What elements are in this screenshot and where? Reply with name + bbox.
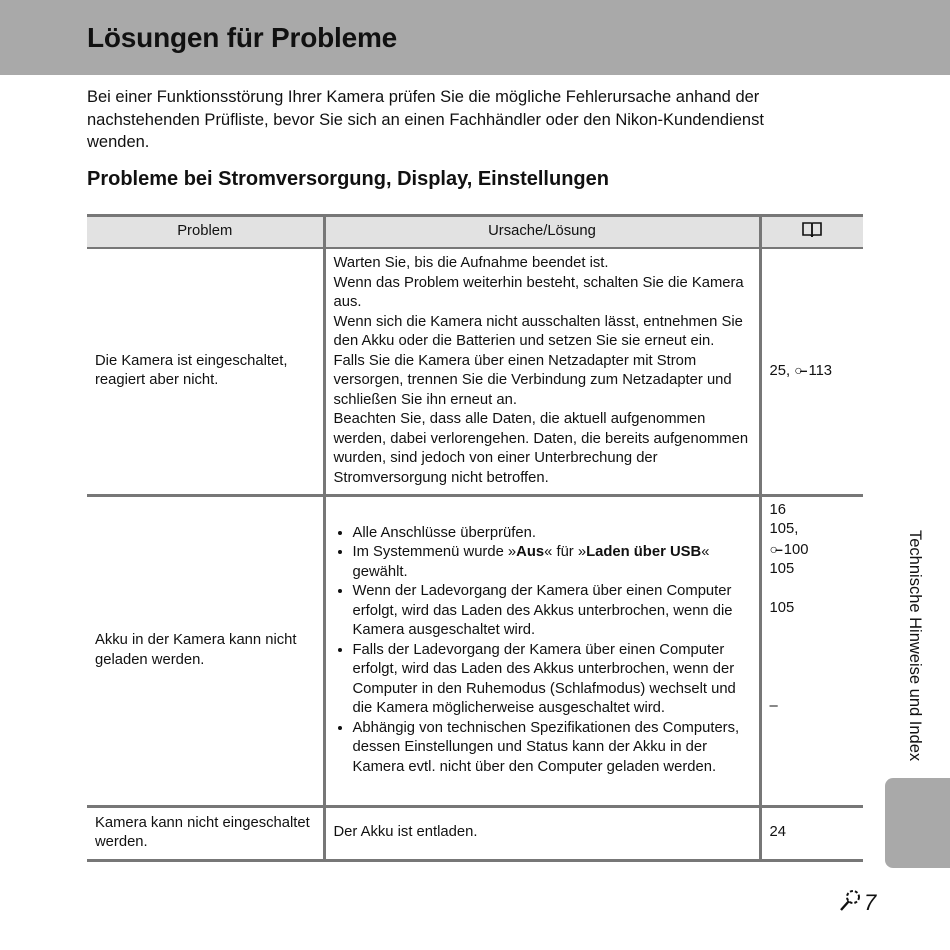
reference-page[interactable]: 105 [769, 600, 795, 616]
reference-page[interactable]: 105 [769, 561, 795, 577]
problem-cell: Kamera kann nicht eingeschaltet werden. [87, 806, 324, 860]
list-item: • Im Systemmenü wurde »Aus« für »Laden über USB« gewählt. [353, 543, 751, 582]
list-item: • Falls der Ladevorgang der Kamera über einen Computer erfolgt, wird das Laden des Akkus unterbrochen, wenn der Computer in den Ruhemodus (Schlafmodus) wechselt und die Kamera möglicherweise ausgeschaltet wird. [353, 641, 751, 719]
reference-cell [760, 248, 863, 495]
side-tab-label: Technische Hinweise und Index [906, 530, 924, 762]
table-row [87, 248, 863, 495]
section-title: Probleme bei Stromversorgung, Display, Einstellungen [87, 168, 609, 190]
cause-cell [324, 248, 760, 495]
reference-page[interactable]: 113 [808, 363, 833, 379]
page-number-value: 7 [864, 890, 877, 915]
cause-line: Wenn das Problem weiterhin besteht, schalten Sie die Kamera aus. [333, 274, 744, 311]
cross-reference-icon: ○– [794, 362, 805, 378]
reference-page: 25, [769, 363, 795, 379]
header-problem: Problem [87, 216, 324, 249]
reference-page[interactable]: 105, [769, 521, 799, 537]
table-header-row [87, 216, 863, 249]
reference-page[interactable]: 100 [783, 541, 809, 558]
list-item: • Wenn der Ladevorgang der Kamera über einen Computer erfolgt, wird das Laden des Akkus unterbrochen, wenn die Kamera ausgeschaltet wird. [353, 582, 751, 641]
table-row [87, 495, 863, 806]
header-reference [760, 216, 863, 249]
book-icon [801, 224, 823, 240]
reference-page: – [769, 697, 778, 714]
cross-reference-icon: ○– [769, 540, 780, 557]
problem-table [87, 214, 863, 862]
cause-line: Beachten Sie, dass alle Daten, die aktuell aufgenommen werden, dabei verlorengehen. Daten, die bereits aufgenommen wurden, sind jedoch von einer Unterbrechung der Stromversorgung nicht betroffen. [333, 411, 749, 486]
reference-cell [760, 495, 863, 806]
cause-line: Falls Sie die Kamera über einen Netzadapter mit Strom versorgen, trennen Sie die Verbindung zum Netzadapter und schließen Sie ihn erneut an. [333, 352, 732, 408]
problem-cell: Die Kamera ist eingeschaltet, reagiert aber nicht. [87, 248, 324, 495]
intro-paragraph: Bei einer Funktionsstörung Ihrer Kamera prüfen Sie die mögliche Fehlerursache anhand der nachstehenden Prüfliste, bevor Sie sich an einen Fachhändler oder den Nikon-Kundendienst wenden. [87, 88, 764, 151]
list-item: • Abhängig von technischen Spezifikationen des Computers, dessen Einstellungen und Status kann der Akku in der Kamera evtl. nicht über den Computer geladen werden. [353, 719, 751, 778]
problem-cell: Akku in der Kamera kann nicht geladen werden. [87, 495, 324, 806]
page-title: Lösungen für Probleme [87, 22, 398, 53]
header-cause: Ursache/Lösung [324, 216, 760, 249]
list-item: • Alle Anschlüsse überprüfen. [353, 524, 751, 544]
cause-line: Warten Sie, bis die Aufnahme beendet ist. [333, 255, 609, 272]
side-tab[interactable] [885, 778, 950, 868]
tools-icon [838, 887, 864, 919]
cause-line: Wenn sich die Kamera nicht ausschalten lässt, entnehmen Sie den Akku oder die Batterien und setzen Sie sie erneut ein. [333, 313, 743, 350]
reference-cell[interactable]: 24 [760, 806, 863, 860]
table-row [87, 806, 863, 860]
cause-cell: Der Akku ist entladen. [324, 806, 760, 860]
reference-page[interactable]: 16 [769, 501, 786, 518]
page-number [838, 887, 876, 919]
cause-list [334, 524, 751, 778]
cause-cell [324, 495, 760, 806]
